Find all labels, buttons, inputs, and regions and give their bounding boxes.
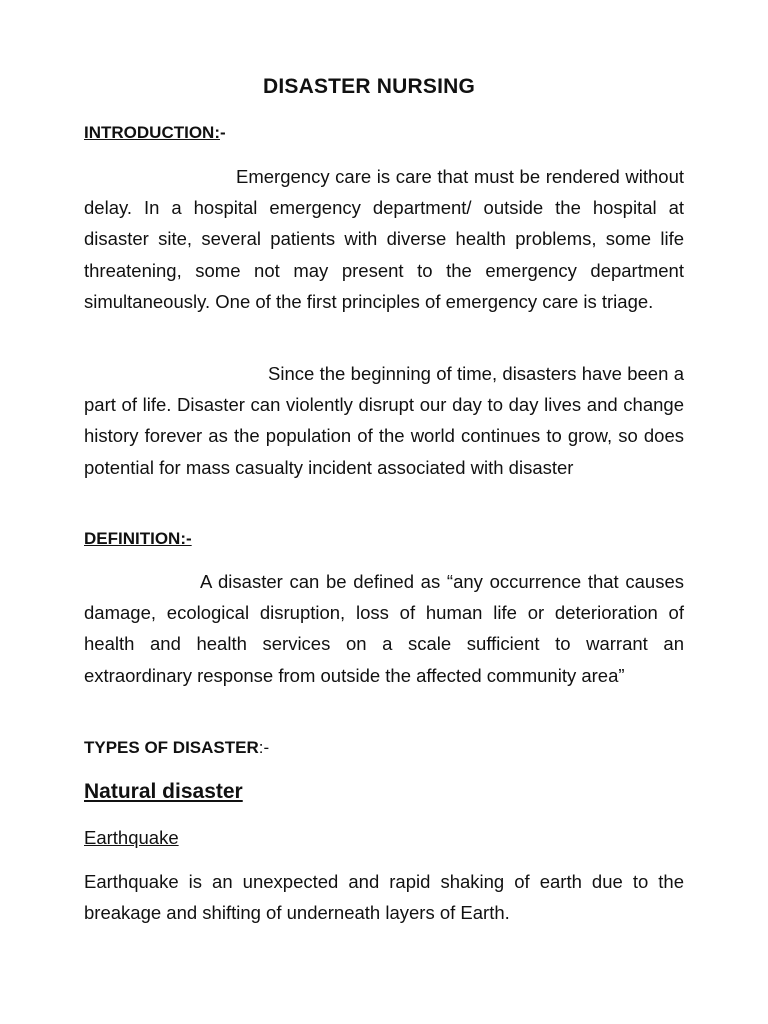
definition-paragraph-text: A disaster can be defined as “any occurrence that causes damage, ecological disruption, loss of human life or deterioration of health and health services on a scale sufficient to warrant an extraordinary response from outside the affected community area” — [84, 571, 684, 686]
introduction-heading-text: INTRODUCTION: — [84, 123, 220, 142]
introduction-heading-suffix: - — [219, 123, 226, 142]
document-title: DISASTER NURSING — [262, 75, 476, 98]
definition-heading: DEFINITION:- — [84, 529, 192, 548]
types-heading — [84, 736, 269, 760]
types-heading-text: TYPES OF DISASTER — [84, 738, 259, 757]
introduction-heading — [84, 121, 226, 145]
definition-paragraph — [84, 566, 684, 691]
earthquake-heading: Earthquake — [84, 827, 179, 848]
natural-disaster-heading: Natural disaster — [84, 780, 243, 803]
introduction-paragraph-1 — [84, 161, 684, 317]
earthquake-paragraph: Earthquake is an unexpected and rapid shaking of earth due to the breakage and shifting of underneath layers of Earth. — [84, 871, 684, 924]
introduction-paragraph-2-text: Since the beginning of time, disasters have been a part of life. Disaster can violently disrupt our day to day lives and change history forever as the population of the world continues to grow, so does potential for mass casualty incident associated with disaster — [84, 363, 684, 478]
introduction-paragraph-1-text: Emergency care is care that must be rendered without delay. In a hospital emergency department/ outside the hospital at disaster site, several patients with diverse health problems, some life threatening, some not may present to the emergency department simultaneously. One of the first principles of emergency care is triage. — [84, 166, 684, 312]
introduction-paragraph-2 — [84, 358, 684, 483]
types-heading-suffix: :- — [258, 738, 270, 757]
